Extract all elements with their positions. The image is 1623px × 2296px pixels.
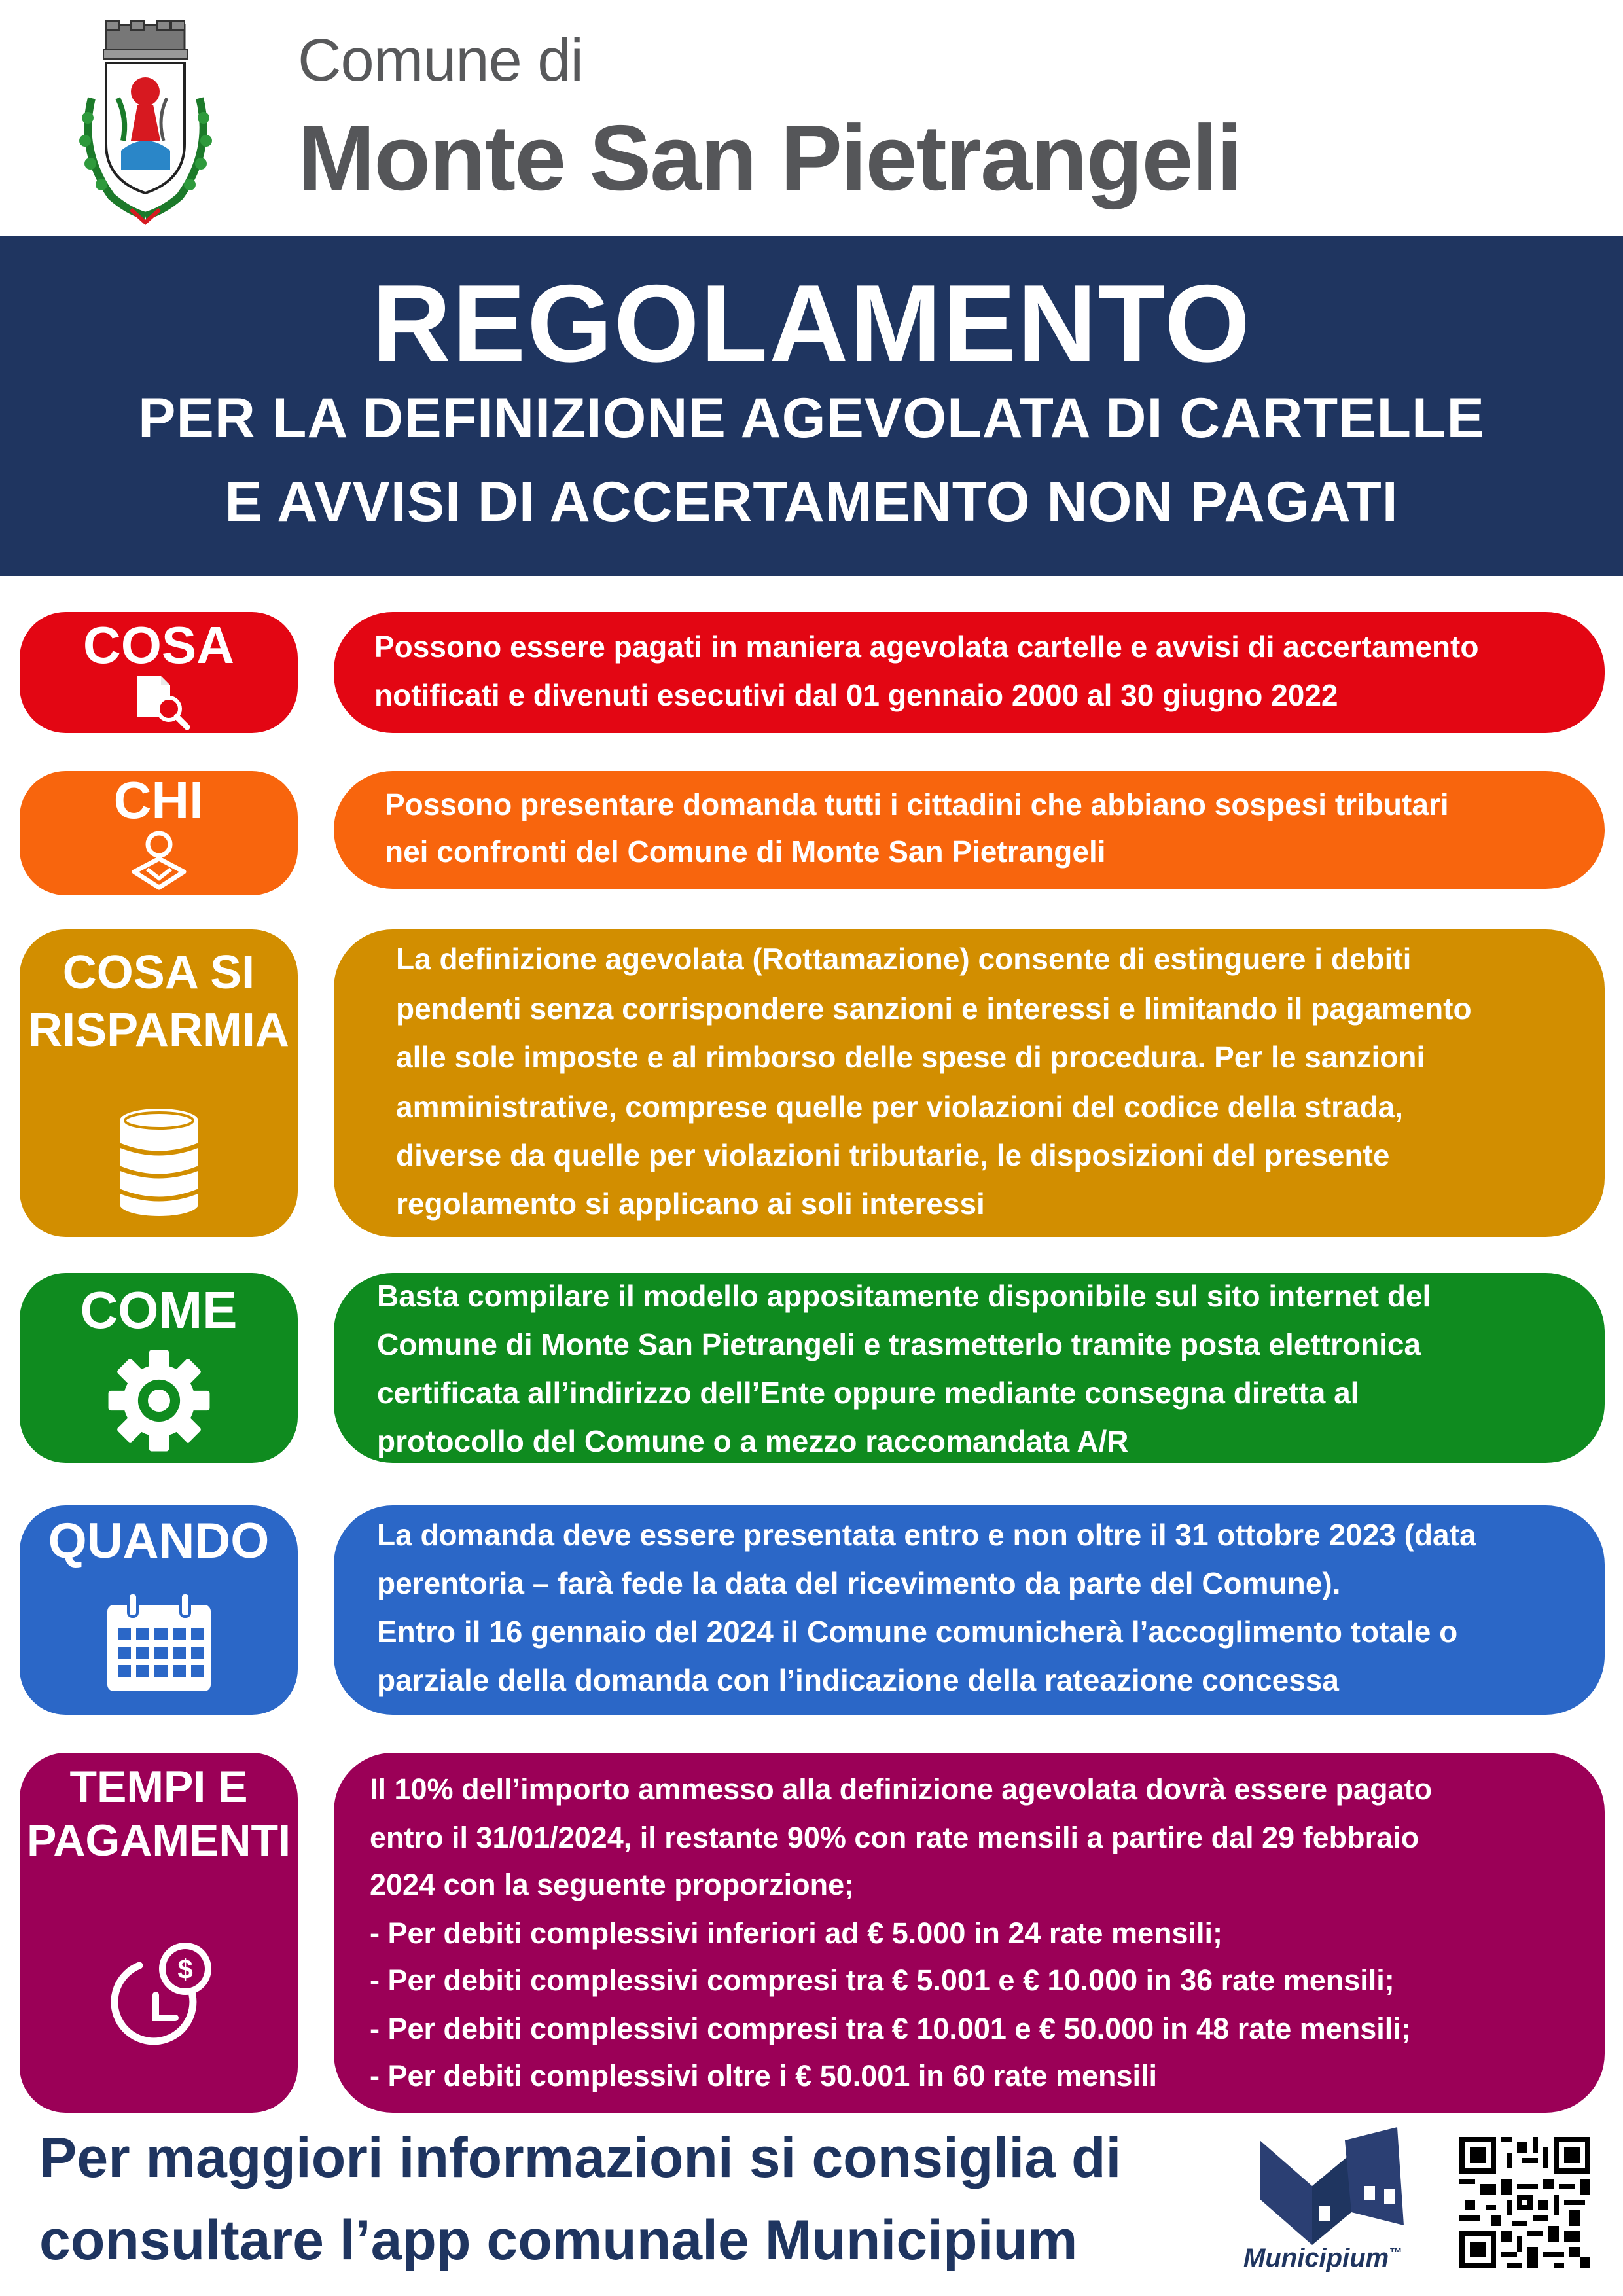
document-subtitle-line1: PER LA DEFINIZIONE AGEVOLATA DI CARTELLE — [138, 387, 1485, 450]
section-text-line: notificati e divenuti esecutivi dal 01 gennaio 2000 al 30 giugno 2022 — [374, 678, 1338, 712]
person-icon — [126, 826, 192, 891]
section-text-line: diverse da quelle per violazioni tributarie, le disposizioni del presente — [396, 1138, 1390, 1172]
document-search-icon — [123, 671, 195, 730]
section-quando — [0, 1505, 1623, 1715]
section-text-box — [334, 1505, 1605, 1715]
section-text-line: nei confronti del Comune di Monte San Pietrangeli — [385, 834, 1106, 869]
section-label-box — [20, 1505, 298, 1715]
section-text-box — [334, 771, 1605, 889]
section-text-box — [334, 929, 1605, 1237]
section-cosa-si-risparmia — [0, 929, 1623, 1237]
section-chi — [0, 771, 1623, 895]
section-text-box — [334, 612, 1605, 733]
section-text-line: perentoria – farà fede la data del ricevimento da parte del Comune). — [377, 1566, 1341, 1600]
section-text-line: Basta compilare il modello appositamente disponibile sul sito internet del — [377, 1279, 1431, 1313]
footer-line2: consultare l’app comunale Municipium — [39, 2209, 1078, 2272]
section-text-line: pendenti senza corrispondere sanzioni e interessi e limitando il pagamento — [396, 992, 1472, 1026]
section-text-line: regolamento si applicano ai soli interessi — [396, 1187, 985, 1221]
section-text-box — [334, 1273, 1605, 1463]
document-title: REGOLAMENTO — [371, 262, 1252, 385]
section-text-line: 2024 con la seguente proporzione; — [370, 1868, 855, 1901]
section-label: COME — [80, 1281, 238, 1339]
section-text-line: - Per debiti complessivi oltre i € 50.001 in 60 rate mensili — [370, 2059, 1158, 2092]
coin-stack-icon — [113, 1106, 205, 1217]
section-text-line: amministrative, comprese quelle per violazioni del codice della strada, — [396, 1090, 1404, 1124]
qr-code-icon[interactable] — [1459, 2137, 1590, 2268]
municipium-brand — [1243, 2244, 1402, 2273]
section-text-box — [334, 1753, 1605, 2113]
municipal-crest-icon — [65, 20, 226, 226]
section-text-line: Comune di Monte San Pietrangeli e trasmetterlo tramite posta elettronica — [377, 1327, 1421, 1361]
section-text-line: La definizione agevolata (Rottamazione) consente di estinguere i debiti — [396, 942, 1412, 976]
section-label: CHI — [113, 771, 204, 829]
section-come — [0, 1273, 1623, 1463]
section-text-line: - Per debiti complessivi compresi tra € 5.001 e € 10.000 in 36 rate mensili; — [370, 1964, 1395, 1997]
section-label-line1: TEMPI E — [69, 1762, 248, 1812]
section-cosa — [0, 612, 1623, 733]
calendar-icon — [103, 1590, 215, 1695]
municipium-brand-name: Municipium — [1243, 2244, 1389, 2272]
section-label-box — [20, 771, 298, 895]
section-text-line: alle sole imposte e al rimborso delle spese di procedura. Per le sanzioni — [396, 1040, 1425, 1074]
section-text-line: Entro il 16 gennaio del 2024 il Comune comunicherà l’accoglimento totale o — [377, 1615, 1458, 1649]
comune-name: Monte San Pietrangeli — [298, 106, 1241, 210]
section-text-line: protocollo del Comune o a mezzo raccomandata A/R — [377, 1424, 1129, 1458]
section-label-box — [20, 929, 298, 1237]
section-text-line: certificata all’indirizzo dell’Ente oppure mediante consegna diretta al — [377, 1376, 1359, 1410]
comune-di-label: Comune di — [298, 27, 583, 94]
section-text-line: - Per debiti complessivi inferiori ad € 5.000 in 24 rate mensili; — [370, 1916, 1223, 1950]
section-text-line: La domanda deve essere presentata entro e non oltre il 31 ottobre 2023 (data — [377, 1518, 1476, 1552]
title-band — [0, 236, 1623, 576]
section-label-box — [20, 1753, 298, 2113]
section-label-box — [20, 1273, 298, 1463]
section-label-line1: COSA SI — [62, 946, 255, 999]
section-text-line: parziale della domanda con l’indicazione della rateazione concessa — [377, 1663, 1339, 1697]
footer-line1: Per maggiori informazioni si consiglia di — [39, 2126, 1122, 2189]
svg-text:$: $ — [177, 1954, 193, 1984]
gear-icon — [100, 1345, 218, 1456]
section-label: QUANDO — [48, 1513, 270, 1569]
section-text-line: Il 10% dell’importo ammesso alla definizione agevolata dovrà essere pagato — [370, 1772, 1433, 1806]
section-label: COSA — [82, 616, 235, 674]
section-text-line: Possono essere pagati in maniera agevolata cartelle e avvisi di accertamento — [374, 630, 1479, 664]
section-label-box — [20, 612, 298, 733]
document-subtitle-line2: E AVVISI DI ACCERTAMENTO NON PAGATI — [224, 471, 1399, 533]
clock-money-icon — [94, 1926, 224, 2057]
section-tempi-pagamenti — [0, 1753, 1623, 2113]
section-text-line: Possono presentare domanda tutti i cittadini che abbiano sospesi tributari — [385, 787, 1449, 821]
section-text-line: entro il 31/01/2024, il restante 90% con rate mensili a partire dal 29 febbraio — [370, 1821, 1419, 1854]
municipium-trademark: ™ — [1389, 2246, 1402, 2261]
section-text-line: - Per debiti complessivi compresi tra € 10.001 e € 50.000 in 48 rate mensili; — [370, 2012, 1411, 2045]
section-label-line2: RISPARMIA — [28, 1004, 289, 1056]
section-label-line2: PAGAMENTI — [27, 1816, 291, 1865]
